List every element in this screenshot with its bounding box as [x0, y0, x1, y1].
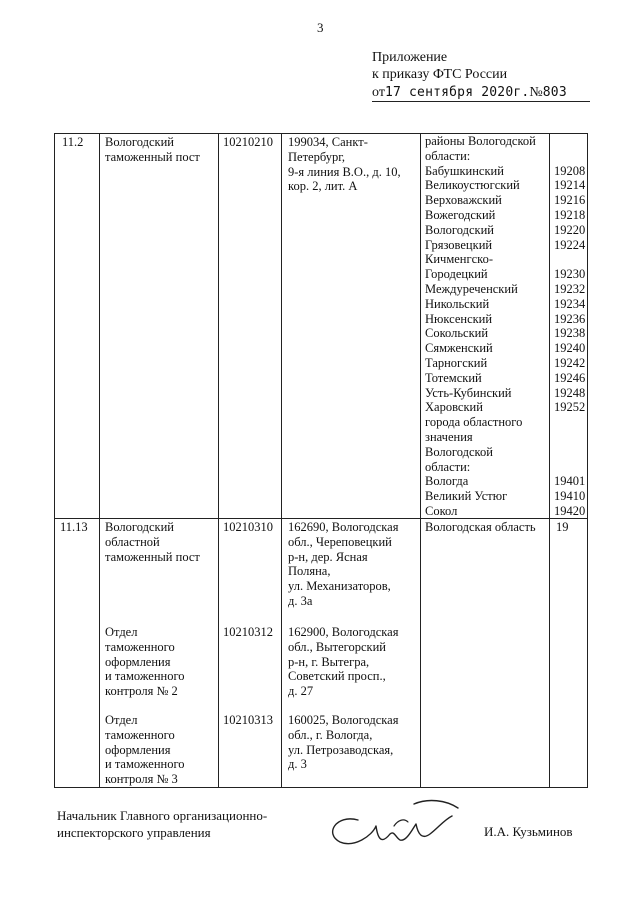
signatory-title-line: Начальник Главного организационно- [57, 808, 268, 823]
region-code: 19218 [554, 207, 586, 222]
table-col-line [54, 133, 55, 788]
row-number: 11.13 [60, 520, 88, 534]
subdivision-address [288, 713, 398, 772]
address-line: ул. Петрозаводская, [288, 742, 394, 757]
region-name: Верховажский [425, 193, 502, 208]
page-number: 3 [317, 20, 324, 35]
order-number: 803 [542, 85, 567, 100]
subdivision-name-line: Отдел [105, 713, 138, 727]
number-prefix: № [529, 85, 543, 100]
region-code: 19242 [554, 355, 586, 370]
table-col-line [281, 133, 282, 788]
region-code: 19208 [554, 163, 586, 178]
region-name: области: [425, 148, 471, 163]
address-line: 162900, Вологодская [288, 625, 399, 639]
region-name: Сокольский [425, 326, 489, 341]
post-name-line: областной [105, 534, 160, 549]
address-line: 9-я линия В.О., д. 10, [288, 164, 401, 179]
subdivision-name [105, 713, 185, 787]
address-line: 162690, Вологодская [288, 520, 399, 534]
region-name: Харовский [425, 400, 483, 415]
region-code: 19238 [554, 326, 586, 341]
region-code: 19 [556, 520, 569, 534]
region-name: Грязовецкий [425, 237, 493, 252]
address-line: 199034, Санкт- [288, 135, 368, 149]
post-address [288, 135, 401, 194]
region-code: 19240 [554, 341, 586, 356]
region-code: 19401 [554, 474, 586, 489]
subdivision-name-line: оформления [105, 742, 171, 757]
region-code: 19246 [554, 370, 586, 385]
appendix-date-line [372, 84, 590, 102]
region-code: 19230 [554, 267, 586, 282]
region-name: Великоустюгский [425, 178, 520, 193]
region-name: Вожегодский [425, 207, 496, 222]
post-name [105, 520, 200, 564]
address-line: кор. 2, лит. А [288, 179, 358, 194]
appendix-title: Приложение [372, 50, 448, 65]
address-line: д. 3а [288, 593, 313, 608]
table-col-line [99, 133, 100, 788]
region-code: 19224 [554, 237, 586, 252]
subdivision-name-line: таможенного [105, 727, 175, 742]
region-name: города областного [425, 415, 523, 430]
region-name: Вологодской [425, 444, 493, 459]
post-name-line: таможенный пост [105, 149, 200, 164]
signatory-title-line: инспекторского управления [57, 824, 211, 840]
date-prefix: от [372, 85, 385, 100]
region-code: 19410 [554, 489, 586, 504]
region-code: 19214 [554, 178, 586, 193]
region-name: Тарногский [425, 355, 488, 370]
post-code: 10210210 [223, 135, 273, 149]
signatory-title [57, 808, 267, 841]
region-code: 19220 [554, 222, 586, 237]
region-name: Сокол [425, 503, 458, 518]
appendix-header [372, 49, 590, 102]
post-name [105, 135, 200, 165]
region-name: Тотемский [425, 370, 482, 385]
address-line: Советский просп., [288, 669, 386, 684]
subdivision-address [288, 625, 398, 699]
region-code: 19420 [554, 503, 586, 518]
appendix-order-ref: к приказу ФТС России [372, 67, 508, 82]
region-name: Междуреченский [425, 281, 518, 296]
address-line: 160025, Вологодская [288, 713, 399, 727]
region-name: области: [425, 459, 471, 474]
region-name: Вологодская область [425, 520, 536, 534]
region-name: значения [425, 429, 473, 444]
subdivision-name-line: и таможенного [105, 669, 185, 684]
row-number: 11.2 [62, 135, 84, 149]
table-col-line [549, 133, 550, 788]
table-col-line [587, 133, 588, 788]
address-line: обл., Вытегорский [288, 639, 386, 654]
region-name: Кичменгско- [425, 252, 493, 267]
region-name: Никольский [425, 296, 490, 311]
table-border-bottom [54, 787, 588, 788]
order-date: 17 сентября 2020г. [384, 85, 530, 100]
region-code: 19216 [554, 193, 586, 208]
region-code: 19252 [554, 400, 586, 415]
region-code-list [554, 134, 585, 519]
post-code: 10210310 [223, 520, 273, 534]
post-address [288, 520, 398, 609]
address-line: обл., Череповецкий [288, 534, 392, 549]
subdivision-name-line: и таможенного [105, 757, 185, 772]
table-col-line [420, 133, 421, 788]
table-col-line [218, 133, 219, 788]
post-name-line: Вологодский [105, 135, 174, 149]
region-name: Великий Устюг [425, 489, 508, 504]
region-name: Нюксенский [425, 311, 493, 326]
address-line: ул. Механизаторов, [288, 579, 391, 594]
region-name: Сямженский [425, 341, 493, 356]
region-code [554, 460, 585, 475]
handwritten-signature [318, 790, 478, 862]
region-code [554, 252, 585, 267]
region-name: районы Вологодской [425, 134, 536, 148]
address-line: Петербург, [288, 149, 346, 164]
region-code [554, 430, 585, 445]
address-line: д. 3 [288, 757, 307, 772]
subdivision-code: 10210312 [223, 625, 273, 639]
region-name: Вологда [425, 474, 469, 489]
address-line: р-н, дер. Ясная [288, 549, 368, 564]
subdivision-name-line: контроля № 2 [105, 684, 178, 699]
subdivision-name-line: таможенного [105, 639, 175, 654]
post-name-line: Вологодский [105, 520, 174, 534]
subdivision-name-line: Отдел [105, 625, 138, 639]
region-name: Усть-Кубинский [425, 385, 512, 400]
region-code: 19232 [554, 281, 586, 296]
signatory-name: И.А. Кузьминов [484, 824, 573, 839]
region-name: Городецкий [425, 267, 488, 282]
address-line: д. 27 [288, 684, 314, 699]
subdivision-name [105, 625, 185, 699]
post-name-line: таможенный пост [105, 549, 200, 564]
region-code [554, 415, 585, 430]
region-code [554, 134, 585, 149]
region-name: Вологодский [425, 222, 494, 237]
subdivision-name-line: контроля № 3 [105, 772, 178, 787]
region-code: 19234 [554, 296, 586, 311]
address-line: Поляна, [288, 564, 331, 579]
region-code [554, 445, 585, 460]
region-name: Бабушкинский [425, 163, 504, 178]
region-code: 19248 [554, 385, 586, 400]
region-code [554, 149, 585, 164]
address-line: р-н, г. Вытегра, [288, 654, 370, 669]
subdivision-code: 10210313 [223, 713, 273, 727]
region-list [425, 134, 536, 519]
address-line: обл., г. Вологда, [288, 727, 373, 742]
subdivision-name-line: оформления [105, 654, 171, 669]
region-code: 19236 [554, 311, 586, 326]
